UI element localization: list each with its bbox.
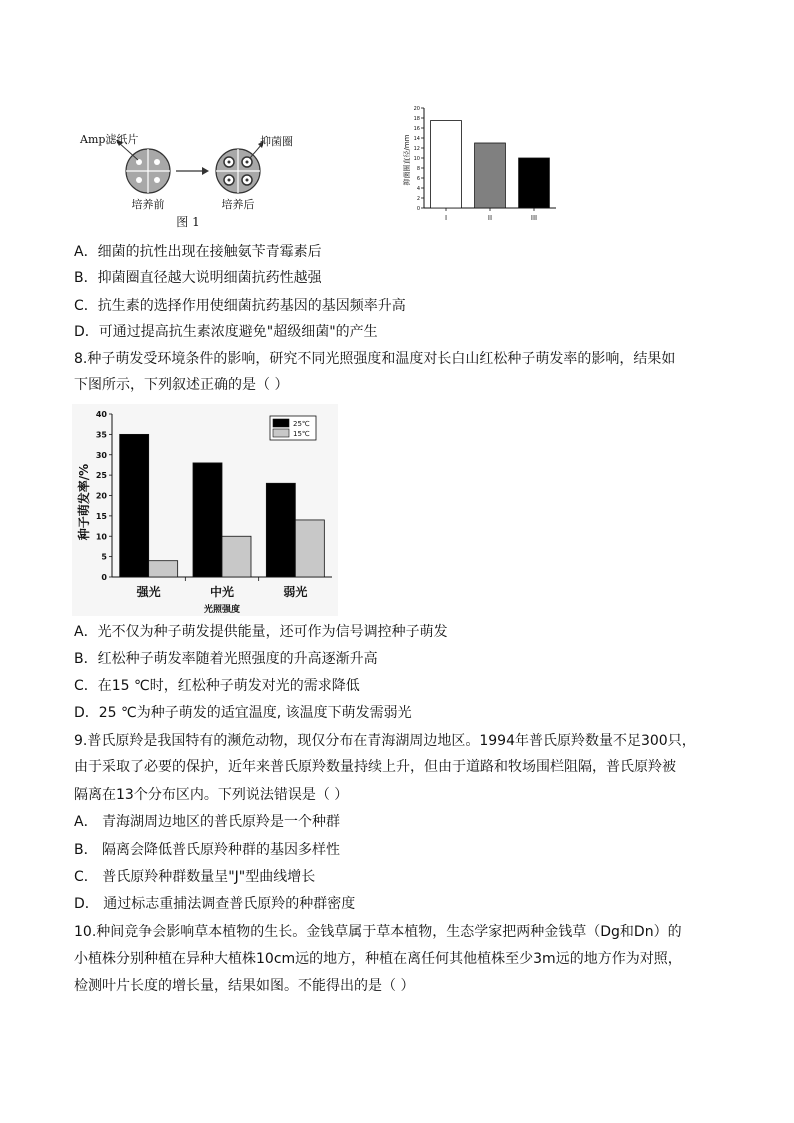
chart1-bar [475,143,506,208]
chart1-bar [431,121,462,209]
chart2-legend-label: 25℃ [293,420,310,428]
q8-option-c: C．在15 ℃时，红松种子萌发对光的需求降低 [74,678,360,694]
chart1-ylabel: 抑菌圈直径/mm [403,134,411,186]
q7-option-a: A．细菌的抗性出现在接触氨苄青霉素后 [74,244,322,260]
chart1-ytick-label: 18 [413,116,420,122]
q9-option-d: D． 通过标志重捕法调查普氏原羚的种群密度 [74,896,356,912]
after-label: 培养后 [221,198,255,211]
chart1-ytick-label: 0 [416,206,420,212]
chart2-ylabel: 种子萌发率/% [77,463,91,541]
chart2-legend-swatch [273,419,289,427]
q9-stem-line2: 由于采取了必要的保护，近年来普氏原羚数量持续上升，但由于道路和牧场围栏阻隔，普氏原羚被 [74,759,676,775]
chart2-legend-label: 15℃ [293,430,310,438]
q7-option-c: C．抗生素的选择作用使细菌抗药基因的基因频率升高 [74,298,406,314]
chart2-ytick-label: 10 [95,532,107,542]
q10-stem-line2: 小植株分别种植在异种大植株10cm远的地方，种植在离任何其他植株至少3m远的地方作为对照， [74,951,682,967]
chart2-xlabel: 光照强度 [203,605,241,615]
q10-stem-line1: 10.种间竞争会影响草本植物的生长。金钱草属于草本植物，生态学家把两种金钱草（Dg和Dn）的 [74,924,682,940]
chart2-bar [222,536,251,577]
chart1-xtick-label: III [530,214,538,222]
q9-option-b: B． 隔离会降低普氏原羚种群的基因多样性 [74,842,341,858]
q8-stem-line2: 下图所示，下列叙述正确的是（ ） [74,377,289,393]
chart1-ytick-label: 12 [413,146,420,152]
chart2-ytick-label: 25 [95,471,107,481]
chart2-bar [120,434,149,577]
dish-after [216,149,260,193]
chart2-bar [149,561,178,577]
chart1-xtick-label: I [444,214,448,222]
q9-option-c: C． 普氏原羚种群数量呈"J"型曲线增长 [74,869,316,885]
inhibition-label: 抑菌圈 [260,135,293,148]
chart1-ytick-label: 2 [416,196,420,202]
chart2-bar [295,520,324,577]
amp-label: Amp滤纸片 [80,133,139,146]
chart1-ytick-label: 8 [416,166,420,172]
q7-option-b: B．抑菌圈直径越大说明细菌抗药性越强 [74,270,322,286]
chart1-ytick-label: 10 [413,156,420,162]
chart2-ytick-label: 5 [101,552,107,562]
q10-stem-line3: 检测叶片长度的增长量，结果如图。不能得出的是（ ） [74,978,415,994]
chart2-xtick-label: 弱光 [283,585,308,599]
chart2-xtick-label: 中光 [209,585,235,599]
chart1-ytick-label: 20 [413,106,420,112]
chart2-ytick-label: 30 [95,450,107,460]
q8-stem-line1: 8.种子萌发受环境条件的影响，研究不同光照强度和温度对长白山红松种子萌发率的影响，结果如 [74,351,676,367]
figure1-diagram [76,128,316,230]
chart2-legend-swatch [273,429,289,437]
q9-stem-line3: 隔离在13个分布区内。下列说法错误是（ ） [74,787,349,803]
chart1-xtick-label: II [487,214,493,222]
chart2-xtick-label: 强光 [136,585,161,599]
chart2-ytick-label: 0 [101,573,107,582]
before-label: 培养前 [131,198,165,211]
q9-option-a: A． 青海湖周边地区的普氏原羚是一个种群 [74,814,341,830]
chart2-ytick-label: 40 [95,410,107,419]
chart2-ytick-label: 35 [95,430,107,440]
q8-option-a: A．光不仅为种子萌发提供能量，还可作为信号调控种子萌发 [74,624,448,640]
q8-option-d: D．25 ℃为种子萌发的适宜温度, 该温度下萌发需弱光 [74,705,412,721]
chart1-ytick-label: 6 [416,176,420,182]
chart2-bar [266,483,295,577]
chart1-ytick-label: 14 [413,136,420,142]
chart2-legend [270,416,316,440]
chart2-ytick-label: 15 [95,511,107,521]
q8-option-b: B．红松种子萌发率随着光照强度的升高逐渐升高 [74,651,378,667]
inhibition-chart [398,100,562,228]
chart2-ytick-label: 20 [95,491,107,501]
q7-option-d: D．可通过提高抗生素浓度避免"超级细菌"的产生 [74,324,378,340]
germination-chart [72,404,338,616]
q9-stem-line1: 9.普氏原羚是我国特有的濒危动物，现仅分布在青海湖周边地区。1994年普氏原羚数量不足300只， [74,733,696,749]
chart1-bar [519,158,550,208]
chart1-ytick-label: 16 [413,126,420,132]
chart2-bar [193,463,222,577]
chart1-ytick-label: 4 [416,186,420,192]
figure-caption: 图 1 [176,215,200,229]
